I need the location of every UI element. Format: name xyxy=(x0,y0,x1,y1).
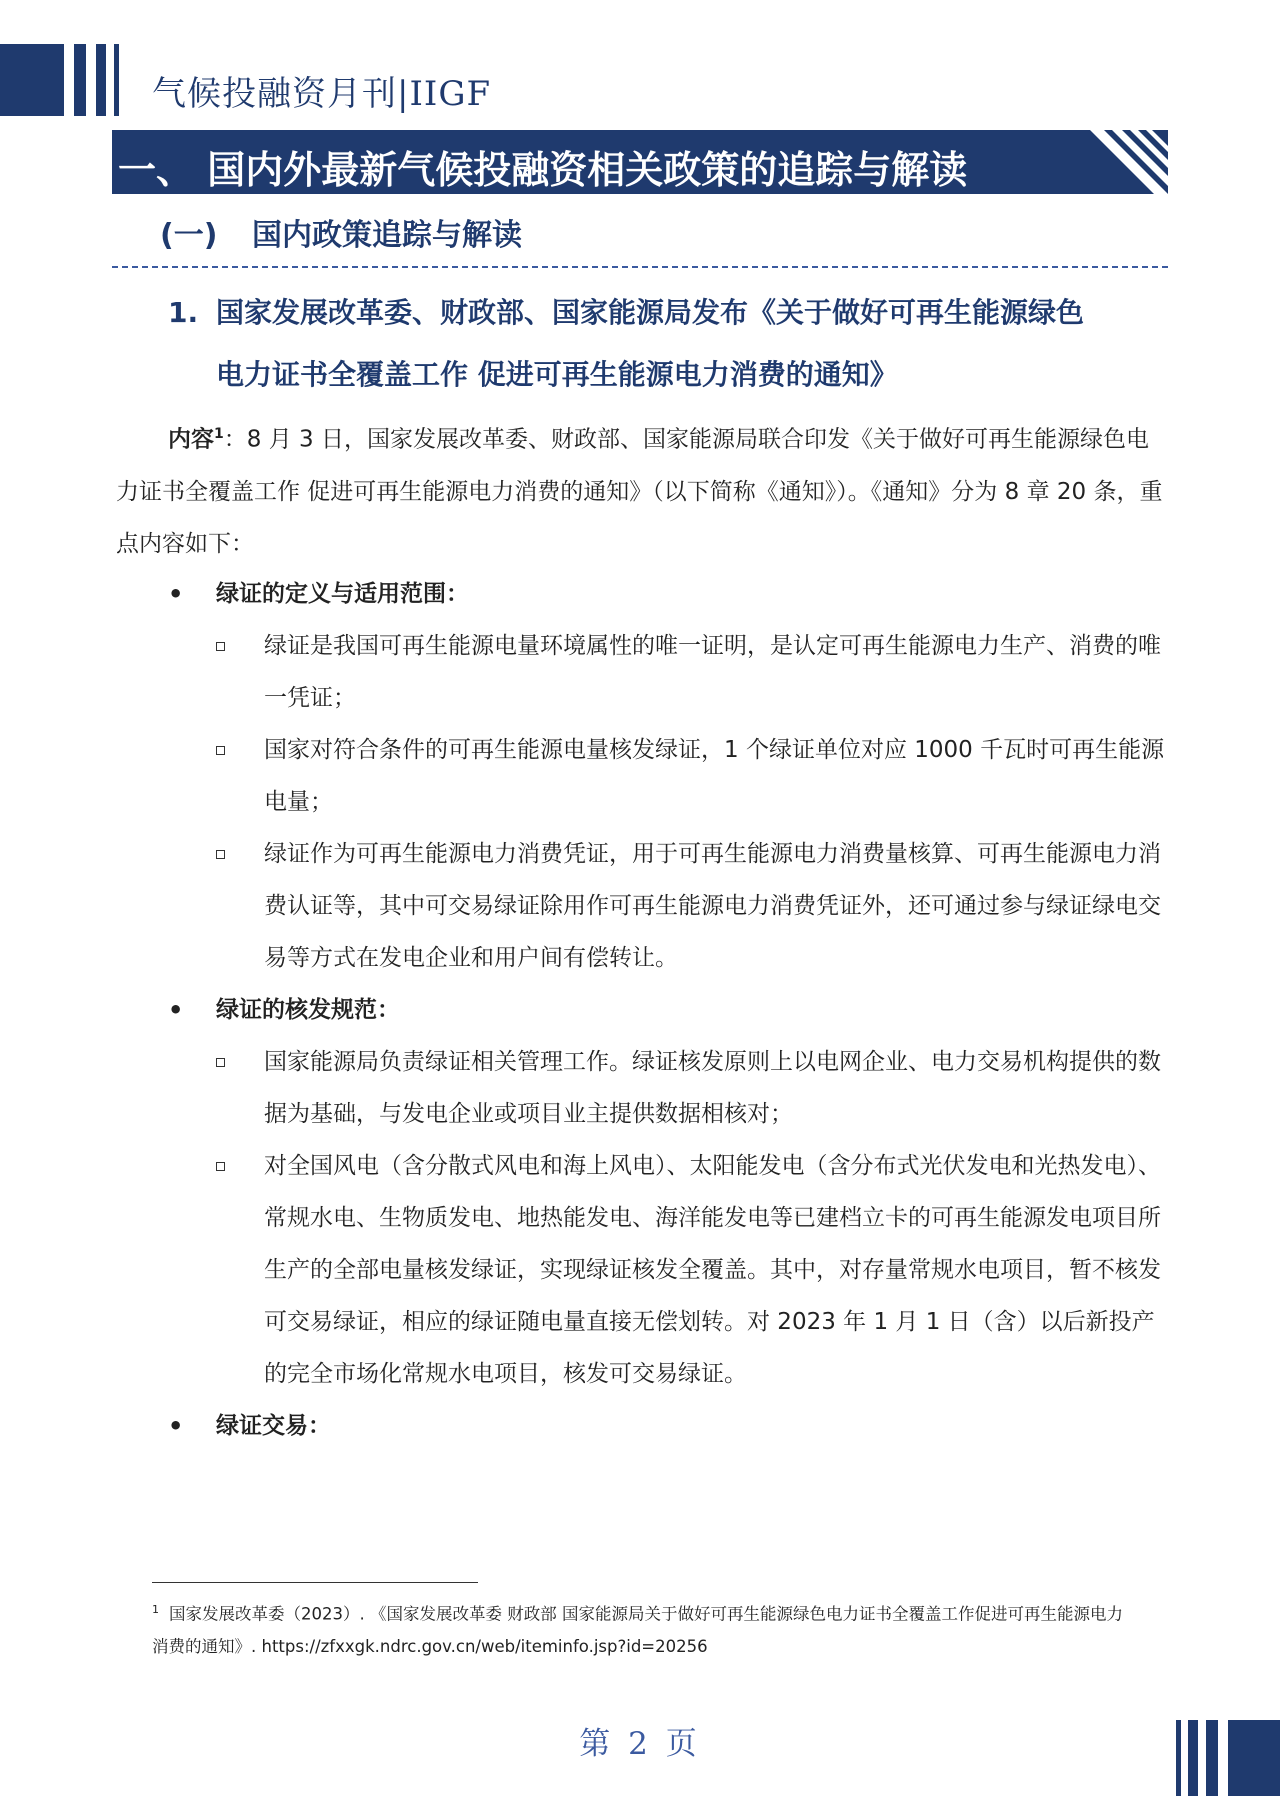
section-heading-text: 绿证交易： xyxy=(216,1413,331,1439)
item-number: 1. xyxy=(168,296,199,329)
section-heading xyxy=(116,1400,1168,1452)
masthead-title: 气候投融资月刊|IIGF xyxy=(152,74,492,114)
section-heading xyxy=(116,568,1168,620)
header-bar-2 xyxy=(96,44,106,116)
section-heading-text: 绿证的核发规范： xyxy=(216,997,400,1023)
subsection-title: 国内政策追踪与解读 xyxy=(252,218,522,253)
bullet-icon: • xyxy=(168,580,184,608)
header-bar-1 xyxy=(74,44,86,116)
banner-stripes-decoration xyxy=(1090,130,1168,194)
intro-lead: 内容 xyxy=(168,426,214,453)
intro-text: ：8 月 3 日，国家发展改革委、财政部、国家能源局联合印发《关于做好可再生能源绿色电力证书全覆盖工作 促进可再生能源电力消费的通知》（以下简称《通知》）。《通知》分为 8 章 20 条，重点内容如下： xyxy=(116,426,1163,557)
item-heading xyxy=(168,282,1168,406)
list-item-text: 国家能源局负责绿证相关管理工作。绿证核发原则上以电网企业、电力交易机构提供的数据为基础，与发电企业或项目业主提供数据相核对； xyxy=(264,1049,1161,1127)
section-title: 一、 国内外最新气候投融资相关政策的追踪与解读 xyxy=(118,148,968,192)
footnote xyxy=(152,1594,1132,1663)
section-block xyxy=(116,568,1168,984)
bullet-icon: • xyxy=(168,1412,184,1440)
list-item xyxy=(116,1140,1168,1400)
header-bar-3 xyxy=(114,44,119,116)
subsection-number: (一) xyxy=(160,218,218,253)
intro-paragraph xyxy=(116,408,1168,570)
page-number: 第 2 页 xyxy=(579,1726,701,1762)
list-item xyxy=(116,620,1168,724)
footnote-rule xyxy=(152,1582,478,1583)
footnote-mark: 1 xyxy=(152,1603,159,1616)
bullet-icon: • xyxy=(168,996,184,1024)
list-item-text: 对全国风电（含分散式风电和海上风电）、太阳能发电（含分布式光伏发电和光热发电）、常规水电、生物质发电、地热能发电、海洋能发电等已建档立卡的可再生能源发电项目所生产的全部电量核发绿证，实现绿证核发全覆盖。其中，对存量常规水电项目，暂不核发可交易绿证，相应的绿证随电量直接无偿划转。对 2023 年 1 月 1 日（含）以后新投产的完全市场化常规水电项目，核发可交易绿证。 xyxy=(264,1153,1161,1387)
footnote-text: 国家发展改革委（2023）. 《国家发展改革委 财政部 国家能源局关于做好可再生能源绿色电力证书全覆盖工作促进可再生能源电力消费的通知》. https://zfxxgk.ndrc.gov.cn/web/iteminfo.jsp?id=20256 xyxy=(152,1604,1123,1656)
item-title-line-2: 电力证书全覆盖工作 促进可再生能源电力消费的通知》 xyxy=(216,358,898,391)
section-heading-text: 绿证的定义与适用范围： xyxy=(216,581,469,607)
list-item-text: 绿证是我国可再生能源电量环境属性的唯一证明，是认定可再生能源电力生产、消费的唯一凭证； xyxy=(264,633,1161,711)
list-item xyxy=(116,1036,1168,1140)
sub-list xyxy=(116,1036,1168,1400)
square-bullet-icon xyxy=(216,1162,225,1171)
list-item xyxy=(116,828,1168,984)
footnote-ref[interactable]: 1 xyxy=(214,426,224,442)
header-bar-block xyxy=(0,44,64,116)
section-heading xyxy=(116,984,1168,1036)
square-bullet-icon xyxy=(216,1058,225,1067)
section-block xyxy=(116,984,1168,1400)
content-sections xyxy=(116,568,1168,1452)
section-block xyxy=(116,1400,1168,1452)
item-title-line-1: 国家发展改革委、财政部、国家能源局发布《关于做好可再生能源绿色 xyxy=(216,296,1085,329)
subsection-heading xyxy=(160,210,522,254)
square-bullet-icon xyxy=(216,746,225,755)
square-bullet-icon xyxy=(216,642,225,651)
list-item xyxy=(116,724,1168,828)
list-item-text: 绿证作为可再生能源电力消费凭证，用于可再生能源电力消费量核算、可再生能源电力消费认证等，其中可交易绿证除用作可再生能源电力消费凭证外，还可通过参与绿证绿电交易等方式在发电企业和用户间有偿转让。 xyxy=(264,841,1161,971)
dashed-divider xyxy=(112,266,1168,268)
square-bullet-icon xyxy=(216,850,225,859)
sub-list xyxy=(116,620,1168,984)
list-item-text: 国家对符合条件的可再生能源电量核发绿证，1 个绿证单位对应 1000 千瓦时可再生能源电量； xyxy=(264,737,1165,815)
